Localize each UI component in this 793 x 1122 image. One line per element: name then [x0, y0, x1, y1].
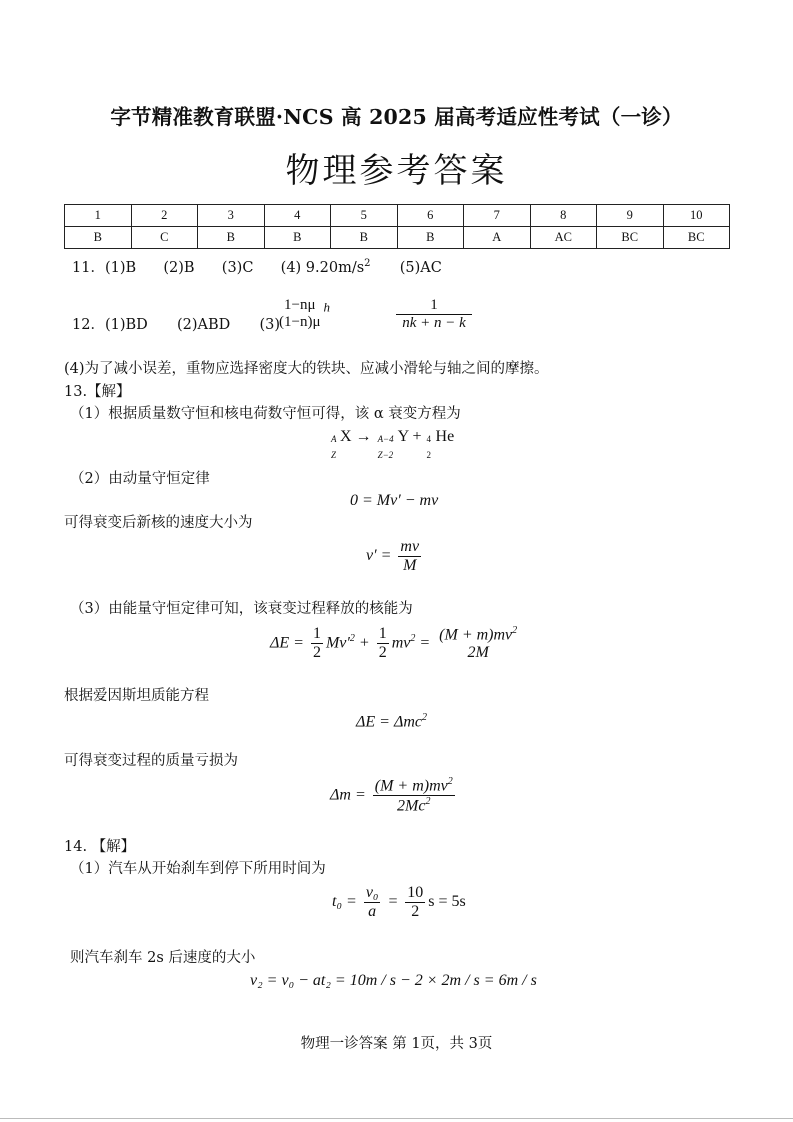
q12-line [72, 313, 280, 334]
answer-table [64, 204, 730, 249]
table-cell: A [464, 227, 531, 249]
time-v0: v₀ [365, 884, 379, 901]
velocity-after-2s-equation: v₂ = v₀ − at₂ = 10m / s − 2 × 2m / s = 6m / s [250, 972, 537, 989]
q11-part4-exp: 2 [364, 258, 371, 270]
q14-step1: （1）汽车从开始刹车到停下所用时间为 [70, 861, 326, 877]
q11-part3: (3)C [221, 260, 254, 276]
q13-decay-equation: A Z X → A−4 Z−2 Y + 4 2 He [331, 428, 455, 460]
q12-part3: (3) [259, 317, 281, 333]
table-cell: AC [530, 227, 597, 249]
energy-equation: ΔE = $\frac{1}{2}$ $Mv'^2$ + $\frac{1}{2}$ $mv^2$ = $(M + m)mv^2$ 2M [270, 625, 518, 662]
mass-defect-equation: Δm = $\frac{(M + m)mv^2}{2Mc^2}$ [330, 776, 453, 815]
time-result: s = 5s [428, 893, 466, 911]
velocity-equation [366, 538, 424, 575]
table-cell: B [264, 227, 331, 249]
mass-defect-lhs: Δm = [330, 786, 366, 804]
q12-part2: (2)ABD [177, 317, 231, 333]
table-cell: 2 [131, 205, 198, 227]
exam-subtitle: 字节精准教育联盟·NCS 高 2025 届高考适应性考试（一诊） [110, 105, 683, 129]
q14-label: 14. 【解】 [64, 839, 136, 855]
q13-step1: （1）根据质量数守恒和核电荷数守恒可得，该 α 衰变方程为 [70, 406, 461, 422]
mass-defect-denominator: 2Mc [397, 797, 426, 815]
q11-part4: (4) 9.20m/s [280, 260, 365, 276]
q12-f1-numerator: 1−nμ [283, 297, 316, 313]
velocity-denominator: M [398, 556, 421, 575]
time-a: a [364, 902, 381, 921]
decay-x: X → [340, 428, 376, 445]
q13-step2b: 可得衰变后新核的速度大小为 [64, 515, 253, 531]
table-cell: BC [597, 227, 664, 249]
table-cell: B [198, 227, 265, 249]
q13-label: 13.【解】 [64, 384, 131, 400]
table-cell: 8 [530, 205, 597, 227]
q13-step3: （3）由能量守恒定律可知，该衰变过程释放的核能为 [70, 601, 413, 617]
mass-defect-numerator: (M + m)mv [374, 777, 448, 795]
q12-part4: (4)为了减小误差，重物应选择密度大的铁块、应减小滑轮与轴之间的摩擦。 [64, 361, 549, 377]
table-cell: 6 [397, 205, 464, 227]
time-equation: t₀ = $\frac{\text{v₀}}{a}$ = $\frac{10}{2}$ s = 5s [332, 884, 466, 920]
q11-part2: (2)B [163, 260, 195, 276]
page-bottom-divider [0, 1118, 793, 1119]
table-cell: 10 [663, 205, 730, 227]
table-cell: 9 [597, 205, 664, 227]
table-cell: B [65, 227, 132, 249]
q12-f1-h: h [323, 299, 330, 315]
table-cell: 1 [65, 205, 132, 227]
answer-table-number-row [65, 205, 730, 227]
table-cell: 5 [331, 205, 398, 227]
q12-f2-numerator: 1 [430, 297, 438, 313]
mass-energy-text: ΔE = Δmc [356, 713, 423, 731]
mass-energy-equation: ΔE = Δmc$^2$ [356, 712, 428, 731]
q14-step2: 则汽车刹车 2s 后速度的大小 [70, 950, 256, 966]
q11-part5: (5)AC [399, 260, 442, 276]
q11-line [72, 256, 442, 277]
table-cell: BC [663, 227, 730, 249]
q12-formula-1 [276, 297, 330, 331]
energy-lhs: ΔE = [270, 634, 304, 652]
q13-step2: （2）由动量守恒定律 [70, 471, 210, 487]
page-footer: 物理一诊答案 第 1页，共 3页 [300, 1036, 493, 1052]
page-title: 物理参考答案 [285, 151, 508, 191]
q12-f1-denominator: (1−n)μ [279, 314, 321, 330]
momentum-equation: 0 = Mv′ − mv [350, 492, 439, 509]
time-2: 2 [405, 902, 425, 921]
decay-he: He [435, 428, 455, 445]
velocity-lhs: v′ = [366, 547, 392, 565]
time-10: 10 [407, 884, 424, 901]
q13-step3c: 可得衰变过程的质量亏损为 [64, 753, 238, 769]
q12-formula-2 [393, 297, 475, 332]
table-cell: C [131, 227, 198, 249]
table-cell: B [331, 227, 398, 249]
q11-label: 11．(1)B [72, 260, 137, 276]
velocity-numerator: mv [400, 538, 420, 555]
table-cell: 4 [264, 205, 331, 227]
answer-table-answer-row [65, 227, 730, 249]
q13-step3b: 根据爱因斯坦质能方程 [64, 688, 209, 704]
q12-f2-denominator: nk + n − k [396, 314, 472, 332]
q12-label: 12．(1)BD [72, 317, 148, 333]
table-cell: 3 [198, 205, 265, 227]
table-cell: 7 [464, 205, 531, 227]
time-lhs: t₀ = [332, 893, 357, 911]
decay-y: Y + [397, 428, 426, 445]
table-cell: B [397, 227, 464, 249]
